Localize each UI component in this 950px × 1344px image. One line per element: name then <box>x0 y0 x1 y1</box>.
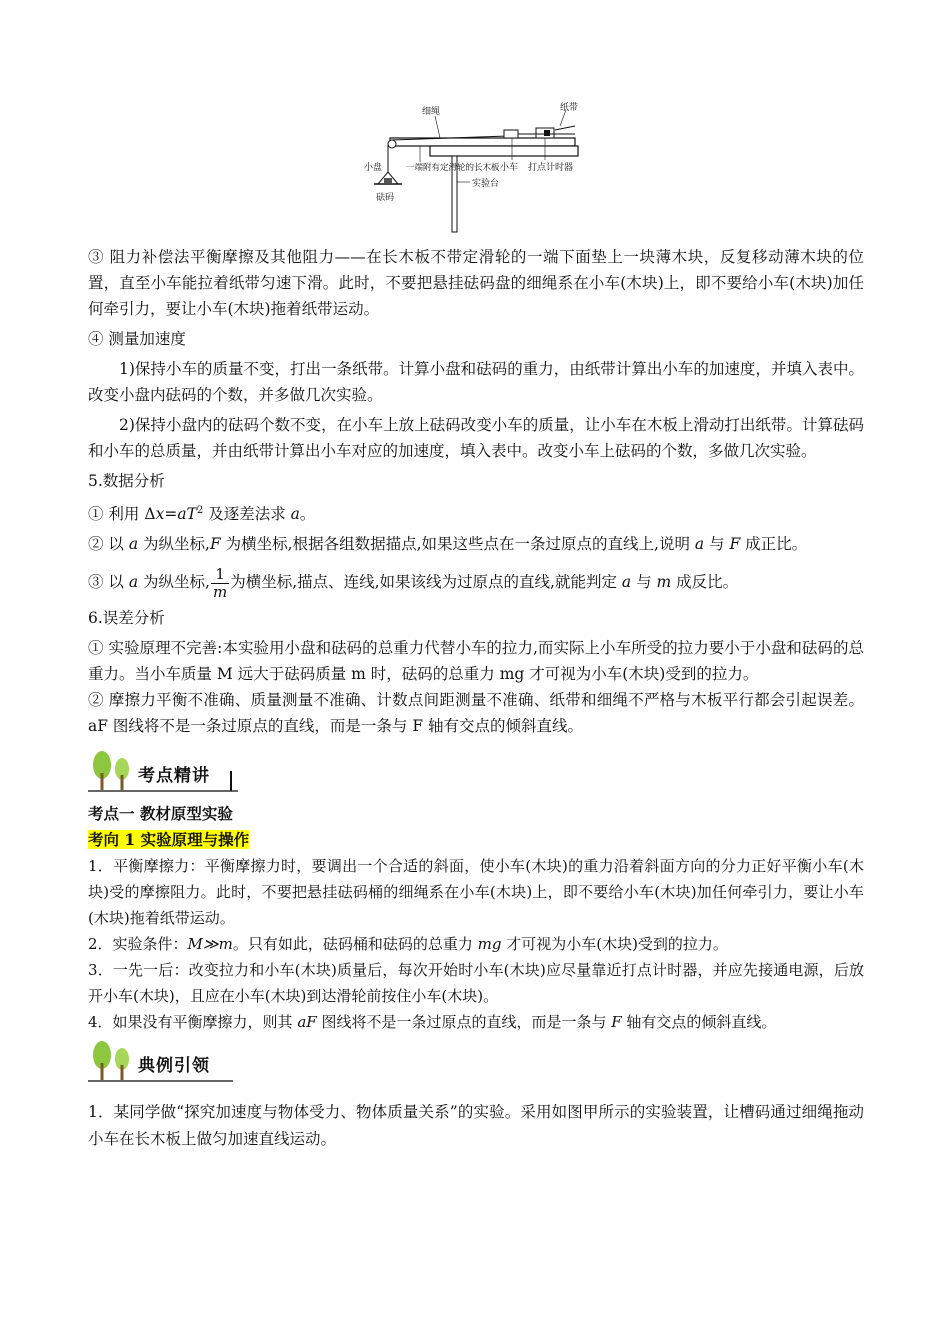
banner-dianli-title: 典例引领 <box>138 1056 210 1077</box>
item-2: 2．实验条件：M≫m。只有如此，砝码桶和砝码的总重力 mg 才可视为小车(木块)受到的拉力。 <box>88 935 728 954</box>
pulley <box>388 140 396 148</box>
step-4-part-2: 2)保持小盘内的砝码个数不变，在小车上放上砝码改变小车的质量，让小车在木板上滑动打出纸带。计算砝码和小车的总质量，并由纸带计算出小车对应的加速度，填入表中。改变小车上砝码的个数，多做几次实验。 <box>88 416 864 460</box>
page-content <box>88 100 864 1153</box>
banner-kaodian-title: 考点精讲 <box>138 766 210 787</box>
label-tray: 小盘 <box>364 163 383 173</box>
apparatus-diagram <box>360 100 600 238</box>
step-4-part-1: 1)保持小车的质量不变，打出一条纸带。计算小盘和砝码的重力，由纸带计算出小车的加速度，并填入表中。改变小盘内砝码的个数，并多做几次实验。 <box>88 360 864 404</box>
analysis-2: ② 以 a 为纵坐标,F 为横坐标,根据各组数据描点,如果这些点在一条过原点的直线上,说明 a 与 F 成正比。 <box>88 535 808 554</box>
label-board: 一端附有定滑轮的长木板 <box>406 163 500 173</box>
item-4: 4．如果没有平衡摩擦力，则其 aF 图线将不是一条过原点的直线，而是一条与 F 轴有交点的倾斜直线。 <box>88 1013 777 1032</box>
item-3: 3．一先一后：改变拉力和小车(木块)质量后，每次开始时小车(木块)应尽量靠近打点计时器，并应先接通电源，后放开小车(木块)，且应在小车(木块)到达滑轮前按住小车(木块)。 <box>88 961 864 1006</box>
step-4-heading: ④ 测量加速度 <box>88 330 186 348</box>
analysis-1: ① 利用 $\Delta x=aT^2$ 及逐差法求 a。 <box>88 505 316 524</box>
section-6-heading: 6.误差分析 <box>88 609 165 628</box>
fraction-1-over-m: $\frac{1}{m}$ <box>212 564 228 601</box>
banner-kaodian <box>88 749 864 795</box>
question-1: 1．某同学做“探究加速度与物体受力、物体质量关系”的实验。采用如图甲所示的实验装置，让槽码通过细绳拖动小车在长木板上做匀加速直线运动。 <box>88 1103 864 1149</box>
weights <box>384 178 392 183</box>
banner-dianli <box>88 1039 864 1085</box>
label-string: 细绳 <box>422 107 441 117</box>
label-tape: 纸带 <box>560 103 579 113</box>
item-1: 1．平衡摩擦力：平衡摩擦力时，要调出一个合适的斜面，使小车(木块)的重力沿着斜面方向的分力正好平衡小车(木块)受的摩擦阻力。此时，不要把悬挂砝码桶的细绳系在小车(木块)上，即不要给小车(木块)加任何牵引力，要让小车(木块)拖着纸带运动。 <box>88 857 864 928</box>
cart <box>504 130 518 138</box>
kaoxiang-1-line <box>88 827 864 853</box>
step-3-paragraph: ③ 阻力补偿法平衡摩擦及其他阻力——在长木板不带定滑轮的一端下面垫上一块薄木块，反复移动薄木块的位置，直至小车能拉着纸带匀速下滑。此时，不要把悬挂砝码盘的细绳系在小车(木块)上，即不要给小车(木块)加任何牵引力，要让小车(木块)拖着纸带运动。 <box>88 248 864 318</box>
label-weights: 砝码 <box>376 193 395 203</box>
apparatus-figure <box>88 100 864 240</box>
analysis-3: ③ 以 a 为纵坐标, $\frac{1}{m}$ 为横坐标,描点、连线,如果该线为过原点的直线,就能判定 a 与 m 成反比。 <box>88 564 739 601</box>
error-2: ② 摩擦力平衡不准确、质量测量不准确、计数点间距测量不准确、纸带和细绳不严格与木板平行都会引起误差。aF 图线将不是一条过原点的直线，而是一条与 F 轴有交点的倾斜直线。 <box>88 691 864 736</box>
error-1: ① 实验原理不完善:本实验用小盘和砝码的总重力代替小车的拉力,而实际上小车所受的拉力要小于小盘和砝码的总重力。当小车质量 M 远大于砝码质量 m 时，砝码的总重力 mg 才可视为小车(木块)受到的拉力。 <box>88 639 864 684</box>
kaoxiang-1-title: 考向 1 实验原理与操作 <box>88 830 250 850</box>
section-5-heading: 5.数据分析 <box>88 472 165 490</box>
kaodian-1-title: 考点一 教材原型实验 <box>88 804 233 824</box>
label-timer: 打点计时器 <box>528 163 574 173</box>
table-top <box>430 146 578 156</box>
label-cart: 小车 <box>500 163 519 173</box>
label-table: 实验台 <box>472 179 500 189</box>
